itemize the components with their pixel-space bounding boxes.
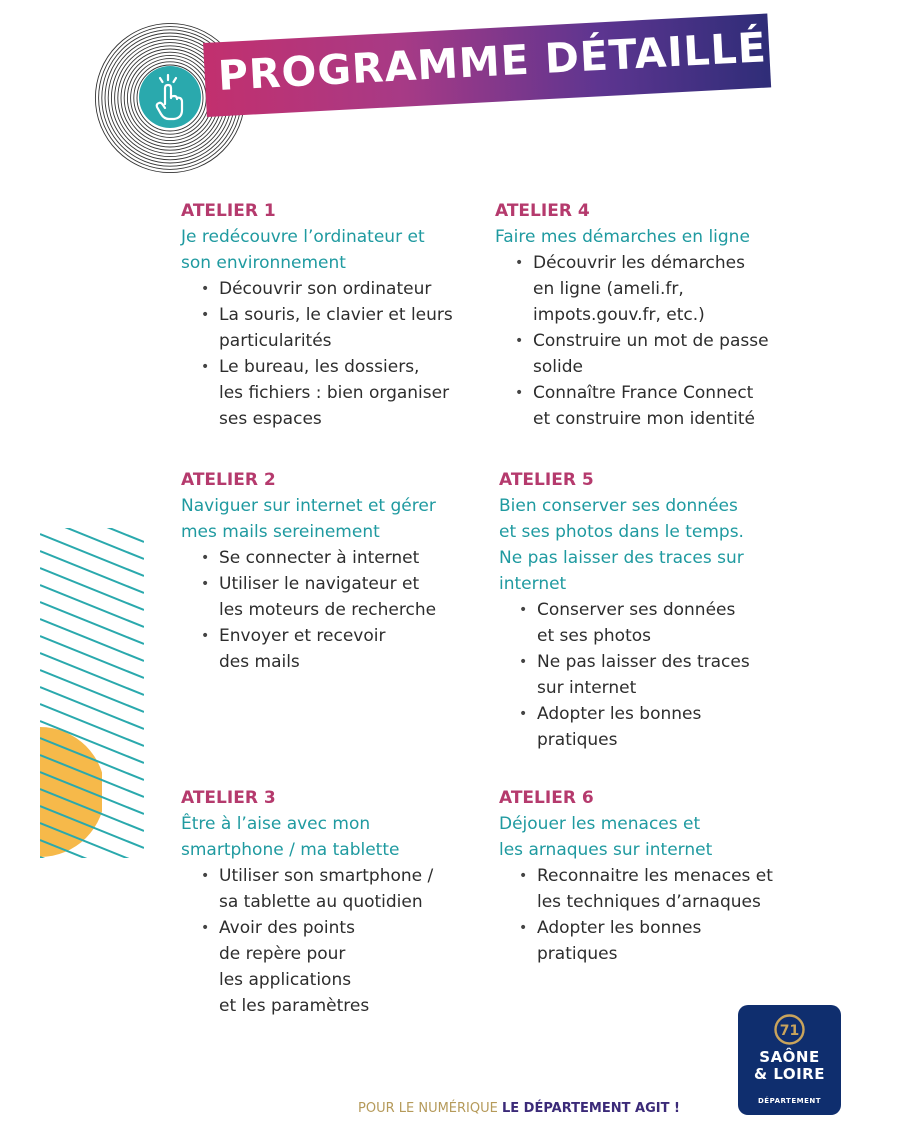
stripe-line [40, 636, 144, 678]
list-item: • Reconnaitre les menaces et les techniques d’arnaques [499, 863, 773, 915]
atelier-title: Déjouer les menaces et les arnaques sur internet [499, 814, 713, 860]
atelier-title: Naviguer sur internet et gérer mes mails sereinement [181, 496, 436, 542]
atelier-label: ATELIER 6 [499, 788, 594, 808]
stripe-line [40, 857, 144, 899]
atelier-1 [181, 198, 453, 432]
atelier-items [181, 863, 433, 1019]
logo-name: SAÔNE & LOIRE [754, 1048, 825, 1083]
logo-subtitle: DÉPARTEMENT [757, 1097, 821, 1105]
stripe-line [40, 840, 144, 882]
list-item: • Adopter les bonnes pratiques [499, 701, 750, 753]
stripe-line [40, 517, 144, 559]
stripe-line [40, 500, 144, 542]
stripe-line [40, 568, 144, 610]
stripe-line [40, 551, 144, 593]
page-title: PROGRAMME DÉTAILLÉ [216, 23, 768, 100]
atelier-label: ATELIER 2 [181, 470, 276, 490]
list-item: • Envoyer et recevoir des mails [181, 623, 436, 675]
atelier-label: ATELIER 4 [495, 201, 590, 221]
svg-text:71: 71 [779, 1023, 800, 1039]
atelier-label: ATELIER 5 [499, 470, 594, 490]
atelier-2 [181, 467, 436, 675]
list-item: • Adopter les bonnes pratiques [499, 915, 773, 967]
stripe-line [40, 653, 144, 695]
atelier-label: ATELIER 3 [181, 788, 276, 808]
list-item: • Utiliser son smartphone / sa tablette au quotidien [181, 863, 433, 915]
department-71-emblem-icon [773, 1013, 806, 1046]
saone-et-loire-logo [738, 1005, 841, 1115]
stripe-line [40, 585, 144, 627]
atelier-title: Faire mes démarches en ligne [495, 227, 750, 247]
list-item: • Avoir des points de repère pour les applications et les paramètres [181, 915, 433, 1019]
atelier-items [495, 250, 769, 432]
atelier-title: Être à l’aise avec mon smartphone / ma tablette [181, 814, 400, 860]
atelier-items [499, 597, 750, 753]
list-item: • Ne pas laisser des traces sur internet [499, 649, 750, 701]
atelier-items [181, 276, 453, 432]
list-item: • Le bureau, les dossiers, les fichiers : bien organiser ses espaces [181, 354, 453, 432]
atelier-title: Bien conserver ses données et ses photos dans le temps. Ne pas laisser des traces sur internet [499, 496, 744, 594]
atelier-6 [499, 785, 773, 967]
list-item: • La souris, le clavier et leurs particularités [181, 302, 453, 354]
list-item: • Découvrir son ordinateur [181, 276, 453, 302]
list-item: • Se connecter à internet [181, 545, 436, 571]
list-item: • Construire un mot de passe solide [495, 328, 769, 380]
atelier-items [499, 863, 773, 967]
atelier-title: Je redécouvre l’ordinateur et son environnement [181, 227, 425, 273]
stripe-line [40, 602, 144, 644]
list-item: • Connaître France Connect et construire mon identité [495, 380, 769, 432]
footer-slogan: POUR LE NUMÉRIQUE LE DÉPARTEMENT AGIT ! [358, 1101, 680, 1116]
atelier-items [181, 545, 436, 675]
stripe-line [40, 670, 144, 712]
list-item: • Découvrir les démarches en ligne (ameli.fr, impots.gouv.fr, etc.) [495, 250, 769, 328]
atelier-4 [495, 198, 769, 432]
atelier-label: ATELIER 1 [181, 201, 276, 221]
pointing-hand-icon [139, 66, 201, 128]
stripe-line [40, 687, 144, 729]
stripe-line [40, 619, 144, 661]
list-item: • Utiliser le navigateur et les moteurs de recherche [181, 571, 436, 623]
stripe-line [40, 534, 144, 576]
atelier-5 [499, 467, 750, 753]
atelier-3 [181, 785, 433, 1019]
list-item: • Conserver ses données et ses photos [499, 597, 750, 649]
